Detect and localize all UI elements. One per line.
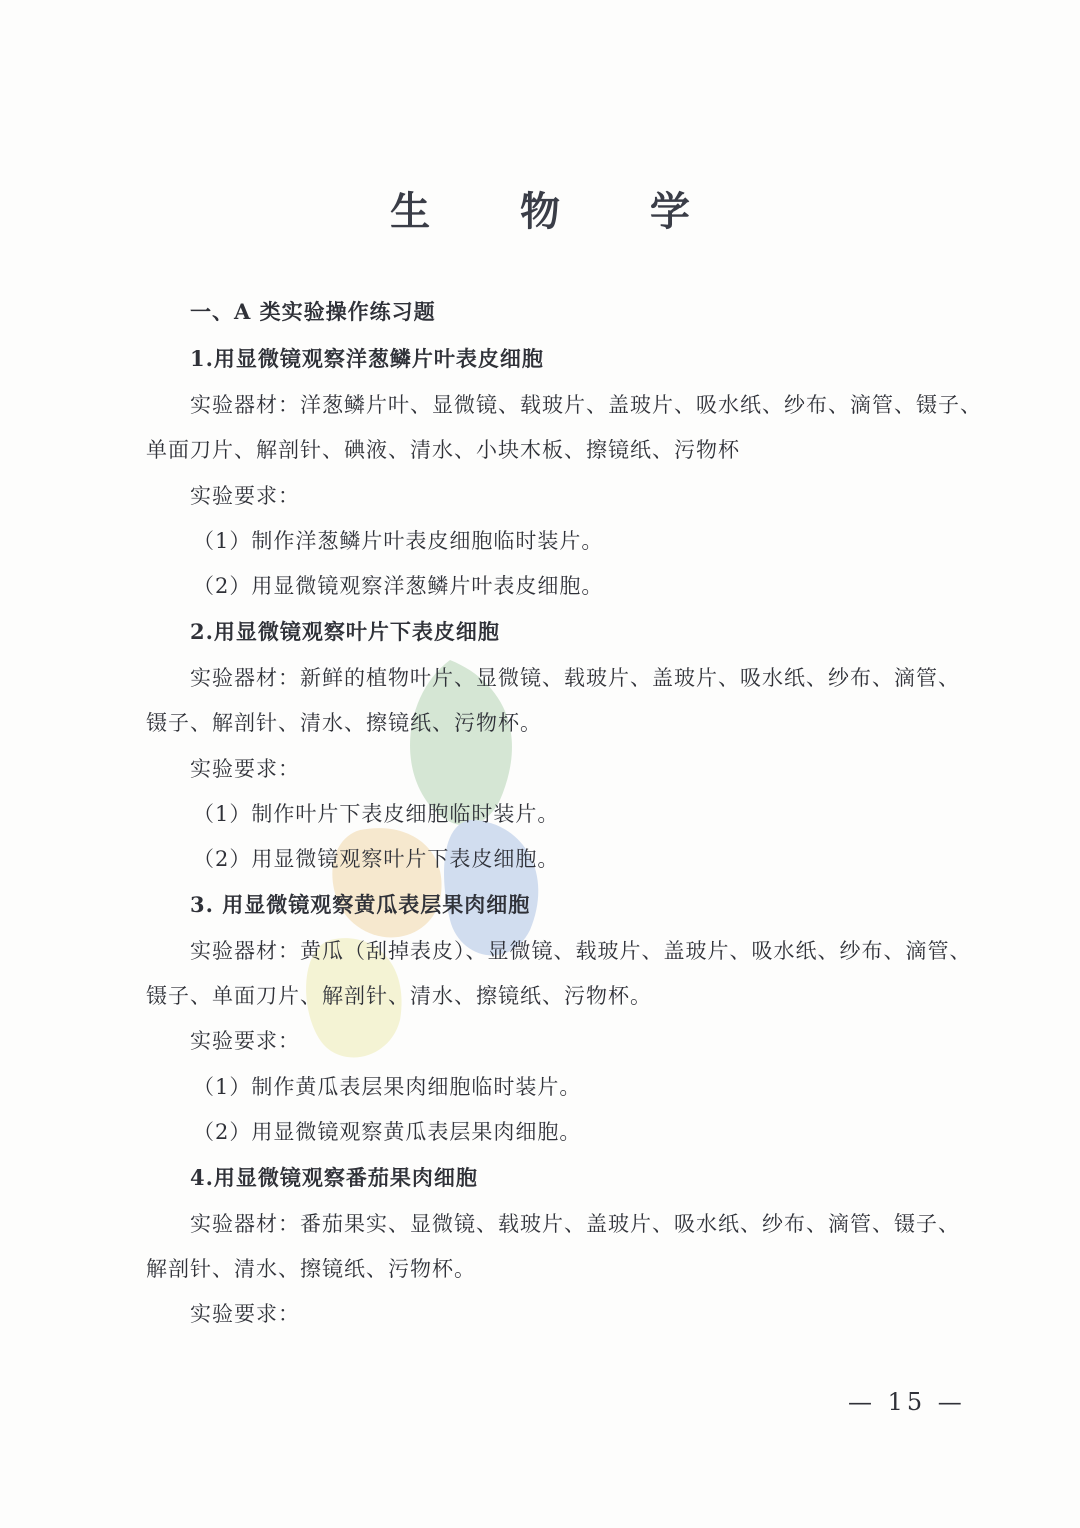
experiment-4-heading: 4.用显微镜观察番茄果肉细胞	[190, 1165, 478, 1190]
experiment-2-requirement-2: （2）用显微镜观察叶片下表皮细胞。	[193, 847, 560, 871]
page-title: 生 物 学	[390, 188, 728, 235]
experiment-3-requirements-label: 实验要求：	[190, 1029, 300, 1053]
experiment-4-materials-cont: 解剖针、清水、擦镜纸、污物杯。	[146, 1257, 476, 1281]
experiment-3-requirement-2: （2）用显微镜观察黄瓜表层果肉细胞。	[193, 1120, 582, 1144]
section-heading: 一、A 类实验操作练习题	[190, 299, 436, 324]
experiment-1-heading: 1.用显微镜观察洋葱鳞片叶表皮细胞	[190, 346, 544, 371]
experiment-2-materials-cont: 镊子、解剖针、清水、擦镜纸、污物杯。	[146, 711, 542, 735]
experiment-4-requirements-label: 实验要求：	[190, 1302, 300, 1326]
experiment-2-materials: 实验器材：新鲜的植物叶片、显微镜、载玻片、盖玻片、吸水纸、纱布、滴管、	[190, 666, 960, 690]
experiment-3-heading: 3. 用显微镜观察黄瓜表层果肉细胞	[190, 892, 531, 917]
experiment-3-requirement-1: （1）制作黄瓜表层果肉细胞临时装片。	[193, 1075, 582, 1099]
experiment-1-requirement-2: （2）用显微镜观察洋葱鳞片叶表皮细胞。	[193, 574, 604, 598]
experiment-2-heading: 2.用显微镜观察叶片下表皮细胞	[190, 619, 500, 644]
experiment-1-materials-cont: 单面刀片、解剖针、碘液、清水、小块木板、擦镜纸、污物杯	[146, 438, 740, 462]
experiment-1-materials: 实验器材：洋葱鳞片叶、显微镜、载玻片、盖玻片、吸水纸、纱布、滴管、镊子、	[190, 393, 982, 417]
experiment-3-materials-cont: 镊子、单面刀片、解剖针、清水、擦镜纸、污物杯。	[146, 984, 652, 1008]
experiment-1-requirement-1: （1）制作洋葱鳞片叶表皮细胞临时装片。	[193, 529, 604, 553]
experiment-4-materials: 实验器材：番茄果实、显微镜、载玻片、盖玻片、吸水纸、纱布、滴管、镊子、	[190, 1212, 960, 1236]
page-number: — 15 —	[848, 1388, 966, 1416]
experiment-3-materials: 实验器材：黄瓜（刮掉表皮）、显微镜、载玻片、盖玻片、吸水纸、纱布、滴管、	[190, 939, 972, 963]
experiment-2-requirements-label: 实验要求：	[190, 757, 300, 781]
experiment-1-requirements-label: 实验要求：	[190, 484, 300, 508]
experiment-2-requirement-1: （1）制作叶片下表皮细胞临时装片。	[193, 802, 560, 826]
